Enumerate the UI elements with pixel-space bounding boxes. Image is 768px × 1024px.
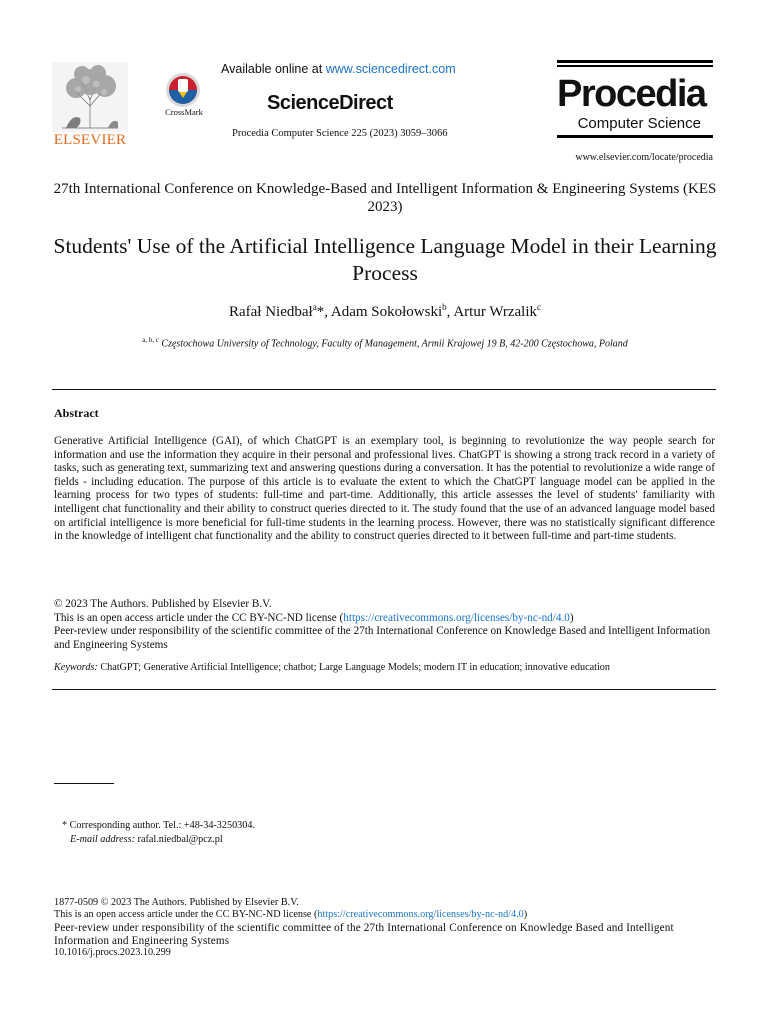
keywords xyxy=(54,662,715,673)
divider-bottom xyxy=(52,689,716,690)
author-separator: , xyxy=(446,304,454,320)
sciencedirect-logo: ScienceDirect xyxy=(267,92,393,114)
procedia-top-rule xyxy=(557,60,713,63)
email-address[interactable]: rafal.niedbal@pcz.pl xyxy=(137,834,223,845)
conference-name: 27th International Conference on Knowledge-Based and Intelligent Information & Engineering Systems (KES 2023) xyxy=(53,181,717,215)
author-name: Rafał Niedbał xyxy=(228,304,313,320)
author-affil-mark: a xyxy=(312,302,317,312)
procedia-subtitle: Computer Science xyxy=(577,115,701,132)
bottom-license-prefix: This is an open access article under the CC BY-NC-ND license ( xyxy=(54,909,318,921)
license-link[interactable]: https://creativecommons.org/licenses/by-nc-nd/4.0 xyxy=(343,611,570,624)
journal-reference: Procedia Computer Science 225 (2023) 3059–3066 xyxy=(232,128,448,139)
procedia-bottom-rule xyxy=(557,135,713,138)
bottom-license-link[interactable]: https://creativecommons.org/licenses/by-nc-nd/4.0 xyxy=(317,909,524,921)
author-name: Adam Sokołowski xyxy=(330,304,443,320)
keywords-label: Keywords: xyxy=(54,662,98,673)
author-list xyxy=(52,302,718,321)
footnote xyxy=(62,819,255,847)
license-suffix: ) xyxy=(569,611,574,624)
abstract-body: Generative Artificial Intelligence (GAI), of which ChatGPT is an exemplary tool, is beginning to revolutionize the way people search for information and use the information they acquire in their personal and professional lives. ChatGPT is showing a strong track record in a variety of tasks, such as generating text, summarizing text and answering questions during a conversation. It has the potential to revolutionize a wide range of fields - including education. The purpose of this article is to evaluate the extent to which the ChatGPT language model can be applied in the learning process for two types of students: full-time and part-time. Additionally, this article assesses the level of students' familiarity with intelligent chat functionality and their ability to construct queries directed to it. The study found that the use of an advanced language model based on artificial intelligence is more beneficial for full-time students in the learning process. However, there was no statistically significant difference in the knowledge of intelligent chat functionality and the ability to construct queries directed to it between full-time and part-time students. xyxy=(54,435,715,543)
keywords-text: ChatGPT; Generative Artificial Intelligence; chatbot; Large Language Models; modern IT in education; innovative education xyxy=(100,662,610,673)
issn-line: 1877-0509 © 2023 The Authors. Published by Elsevier B.V. xyxy=(54,897,299,908)
divider-top xyxy=(52,389,716,390)
corresponding-author: * Corresponding author. Tel.: +48-34-3250304. xyxy=(62,820,256,831)
crossmark-label: CrossMark xyxy=(165,107,203,117)
procedia-top-rule-2 xyxy=(557,65,713,67)
abstract-heading: Abstract xyxy=(54,406,99,420)
journal-url[interactable]: www.elsevier.com/locate/procedia xyxy=(575,152,713,163)
elsevier-wordmark: ELSEVIER xyxy=(53,132,127,148)
bottom-license-line xyxy=(54,909,720,921)
affiliation-marks: a, b, c xyxy=(142,336,159,344)
procedia-wordmark: Procedia xyxy=(557,73,706,115)
author-name: Artur Wrzalik xyxy=(453,304,538,320)
footnote-rule xyxy=(54,783,114,784)
author-affil-mark: c xyxy=(537,302,542,312)
author-separator: *, xyxy=(316,304,331,320)
available-prefix: Available online at xyxy=(221,62,326,76)
procedia-logo xyxy=(557,60,713,140)
bottom-matter xyxy=(54,897,720,960)
paper-title: Students' Use of the Artificial Intelligence Language Model in their Learning Process xyxy=(53,234,717,285)
author-affil-mark: b xyxy=(442,302,447,312)
doi[interactable]: 10.1016/j.procs.2023.10.299 xyxy=(54,947,171,959)
email-label: E-mail address: xyxy=(70,834,135,845)
copyright-line: © 2023 The Authors. Published by Elsevier B.V. xyxy=(54,598,272,610)
copyright-block xyxy=(54,598,715,652)
email-line xyxy=(62,833,255,847)
bottom-license-suffix: ) xyxy=(523,909,528,921)
affiliation xyxy=(52,336,718,349)
peer-review-line: Peer-review under responsibility of the scientific committee of the 27th International Conference on Knowledge Based and Intelligent Information and Engineering Systems xyxy=(54,625,711,651)
available-online-line xyxy=(221,62,456,76)
affiliation-text: Częstochowa University of Technology, Faculty of Management, Armii Krajowej 19 B, 42-200 Częstochowa, Poland xyxy=(161,338,628,350)
license-line xyxy=(54,612,715,626)
sciencedirect-link[interactable]: www.sciencedirect.com xyxy=(325,62,456,76)
license-prefix: This is an open access article under the CC BY-NC-ND license ( xyxy=(54,611,344,624)
bottom-peer-review: Peer-review under responsibility of the scientific committee of the 27th International Conference on Knowledge Based and Intelligent Information and Engineering Systems xyxy=(54,921,674,947)
